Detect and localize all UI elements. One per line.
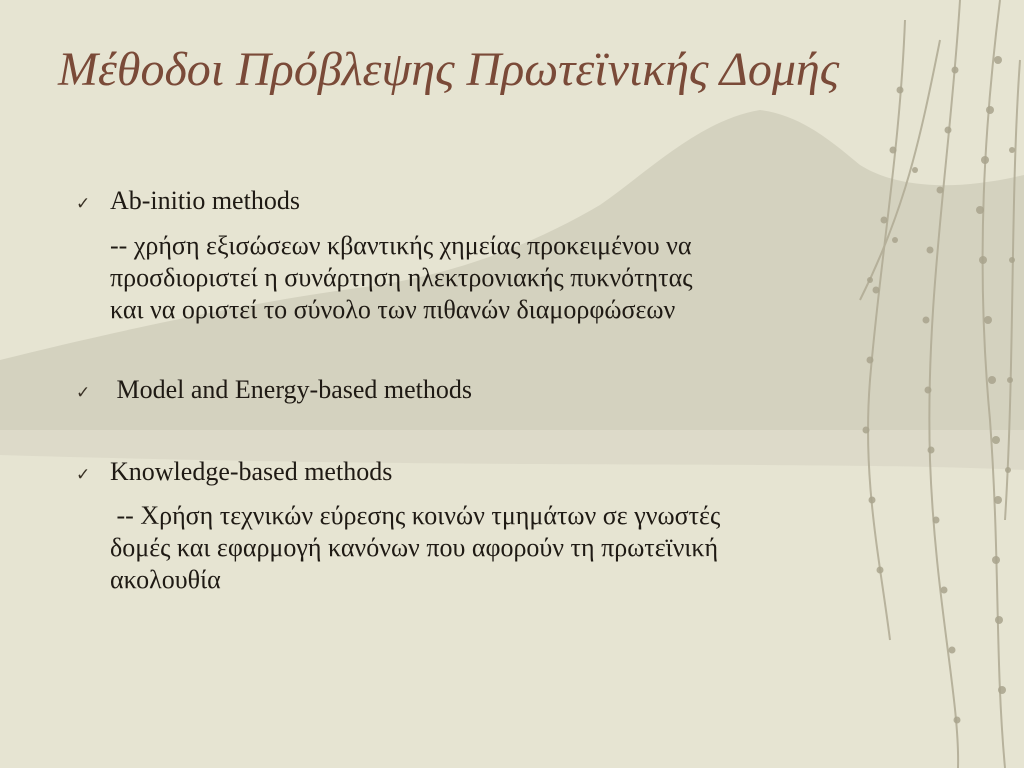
description-line: και να οριστεί το σύνολο των πιθανών διαμορφώσεων	[110, 295, 676, 324]
checkmark-icon: ✓	[76, 194, 91, 214]
description-line: δομές και εφαρμογή κανόνων που αφορούν τη πρωτεϊνική	[110, 533, 719, 562]
description-line: προσδιοριστεί η συνάρτηση ηλεκτρονιακής πυκνότητας	[110, 263, 693, 292]
bullet-item-model-energy	[76, 374, 472, 409]
checkmark-icon: ✓	[76, 465, 91, 485]
description-line: -- χρήση εξισώσεων κβαντικής χημείας προκειμένου να	[110, 231, 692, 260]
slide-title: Μέθοδοι Πρόβλεψης Πρωτεϊνικής Δομής	[58, 43, 840, 96]
checkmark-icon: ✓	[76, 383, 91, 403]
bullet-description	[110, 230, 900, 326]
bullet-label: Model and Energy-based methods	[110, 375, 472, 404]
bullet-item-ab-initio	[76, 185, 300, 220]
bullet-description	[110, 500, 900, 596]
bullet-item-knowledge	[76, 456, 392, 491]
bullet-label: Ab-initio methods	[110, 186, 300, 215]
description-line: -- Χρήση τεχνικών εύρεσης κοινών τμημάτων σε γνωστές	[110, 501, 721, 530]
bullet-label: Knowledge-based methods	[110, 457, 393, 486]
description-line: ακολουθία	[110, 565, 221, 594]
